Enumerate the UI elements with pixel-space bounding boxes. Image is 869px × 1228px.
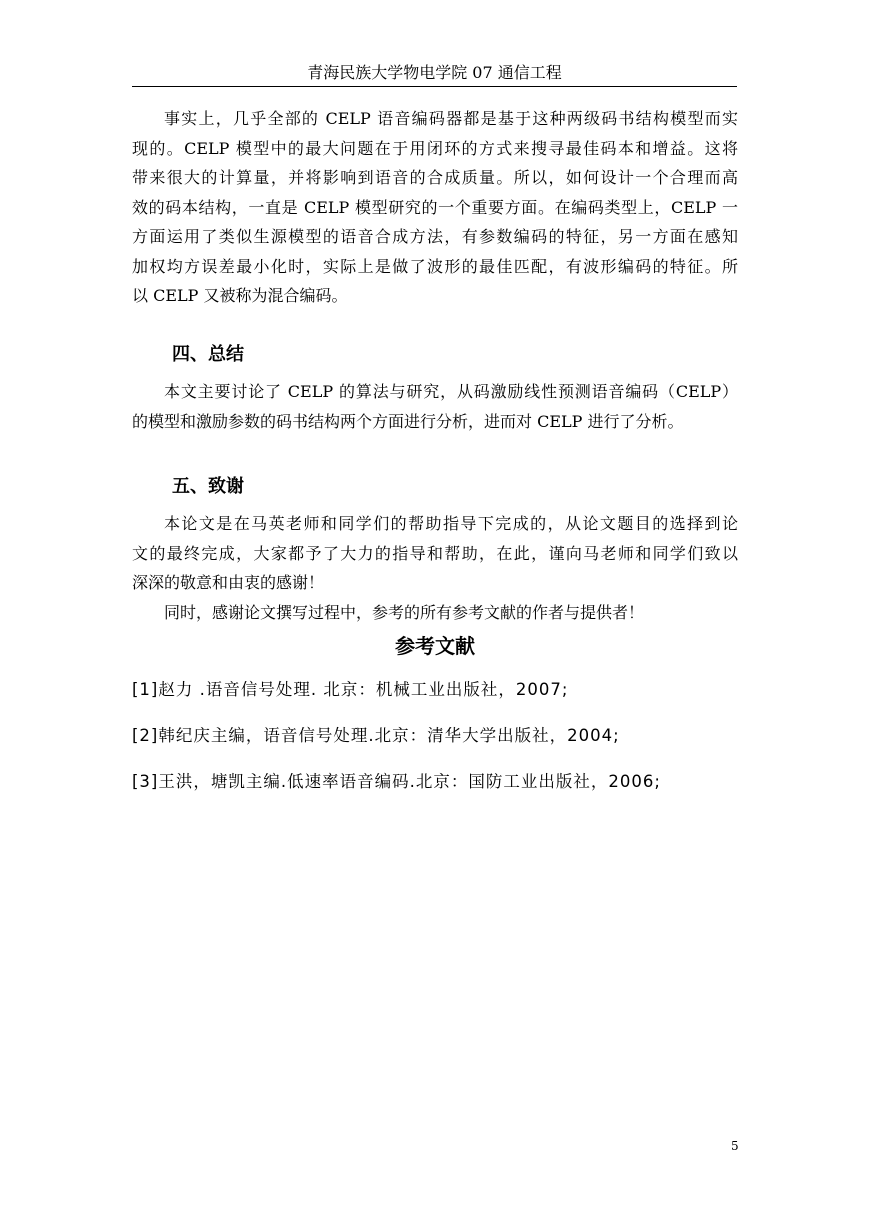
- intro-line: 以 CELP 又被称为混合编码。: [132, 286, 348, 305]
- intro-line: 现的。CELP 模型中的最大问题在于用闭环的方式来搜寻最佳码本和增益。这将: [132, 138, 738, 158]
- reference-item: [2]韩纪庆主编，语音信号处理.北京：清华大学出版社，2004;: [132, 726, 620, 745]
- thanks-line: 本论文是在马英老师和同学们的帮助指导下完成的，从论文题目的选择到论: [164, 514, 738, 533]
- thanks-line: 深深的敬意和由衷的感谢！: [132, 573, 325, 592]
- intro-paragraph: [132, 104, 738, 311]
- summary-line: 的模型和激励参数的码书结构两个方面进行分析，进而对 CELP 进行了分析。: [132, 411, 684, 431]
- summary-heading: 四、总结: [172, 344, 244, 365]
- reference-item: [1]赵力 .语音信号处理. 北京：机械工业出版社，2007;: [132, 680, 569, 699]
- summary-paragraph: [132, 377, 738, 436]
- intro-line: 方面运用了类似生源模型的语音合成方法，有参数编码的特征，另一方面在感知: [132, 227, 738, 246]
- intro-line: 事实上，几乎全部的 CELP 语音编码器都是基于这种两级码书结构模型而实: [164, 109, 738, 128]
- thanks-line: 文的最终完成，大家都予了大力的指导和帮助，在此，谨向马老师和同学们致以: [132, 543, 738, 563]
- intro-line: 加权均方误差最小化时，实际上是做了波形的最佳匹配，有波形编码的特征。所: [132, 256, 738, 276]
- intro-line: 效的码本结构，一直是 CELP 模型研究的一个重要方面。在编码类型上，CELP 一: [132, 197, 738, 217]
- thanks-heading: 五、致谢: [172, 476, 244, 497]
- intro-line: 带来很大的计算量，并将影响到语音的合成质量。所以，如何设计一个合理而高: [132, 168, 738, 187]
- summary-line: 本文主要讨论了 CELP 的算法与研究，从码激励线性预测语音编码（CELP）: [164, 382, 738, 401]
- thanks-paragraph: [132, 509, 738, 627]
- page-number: 5: [731, 1139, 739, 1153]
- page-header: 青海民族大学物电学院 07 通信工程: [132, 62, 737, 87]
- reference-item: [3]王洪，塘凯主编.低速率语音编码.北京：国防工业出版社，2006;: [132, 772, 661, 791]
- references-title: 参考文献: [395, 634, 475, 658]
- thanks-closing-line: 同时，感谢论文撰写过程中，参考的所有参考文献的作者与提供者！: [164, 602, 645, 622]
